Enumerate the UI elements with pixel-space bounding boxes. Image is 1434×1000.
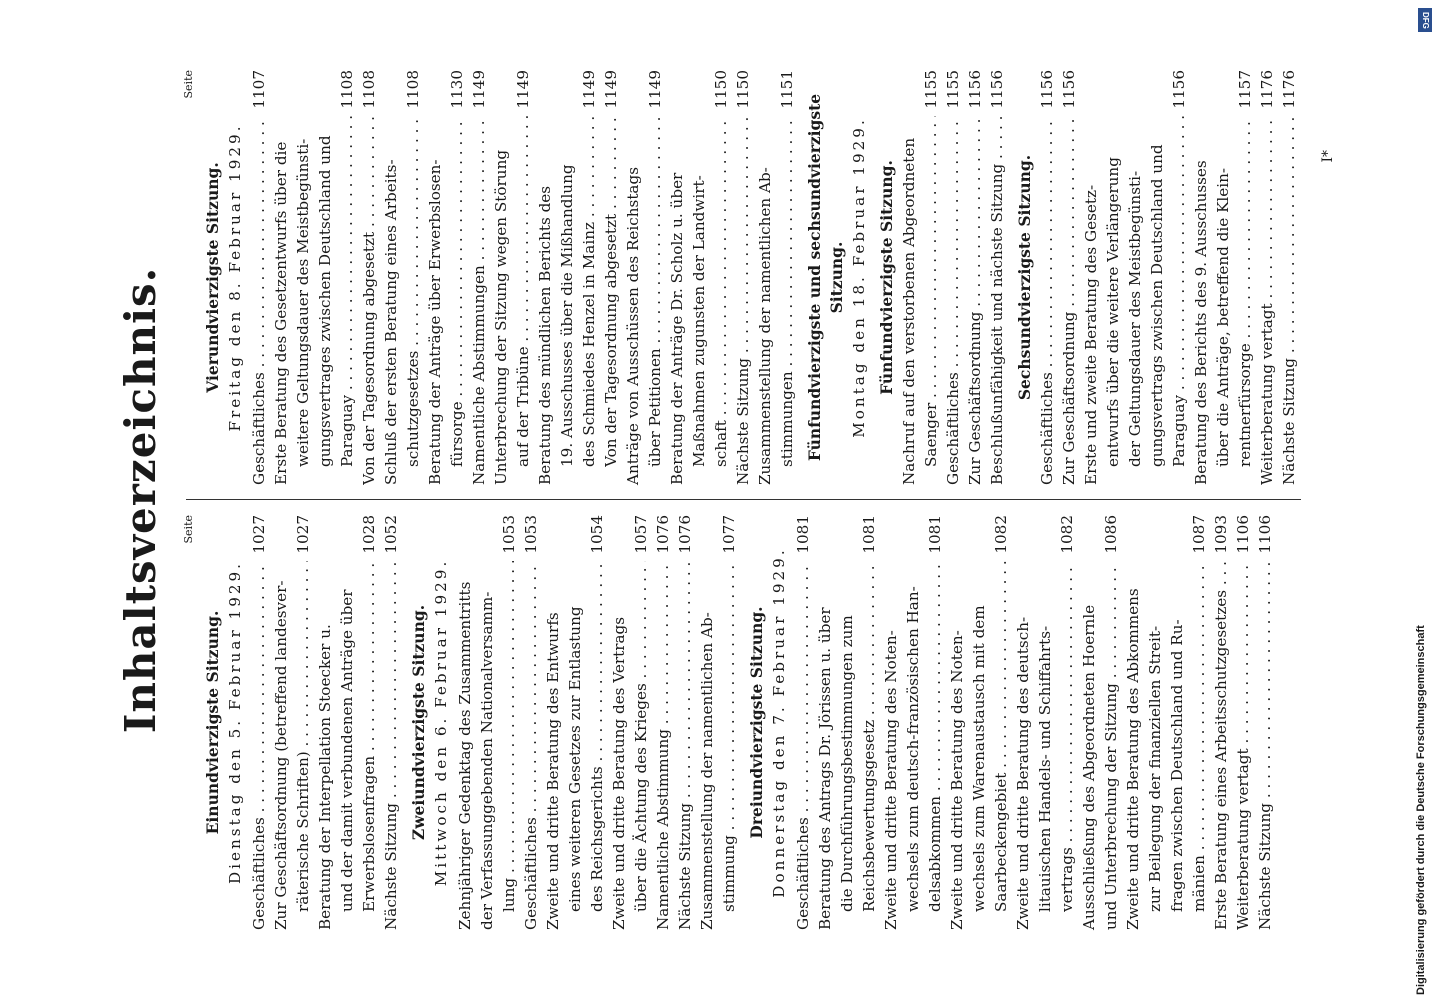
entry-title: Weiterberatung vertagt . . . (1256, 116, 1278, 485)
toc-entry (920, 70, 942, 485)
entry-title: rentnerfürsorge . . . (1234, 116, 1256, 467)
toc-entry (630, 515, 652, 930)
entry-page-number: 1106 (1256, 515, 1274, 554)
toc-entry (1210, 515, 1232, 930)
toc-entry-line: fragen zwischen Deutschland und Ru- (1168, 619, 1186, 912)
toc-entry-line: Schluß der ersten Beratung eines Arbeits- (382, 159, 400, 485)
entry-page-number: 1082 (992, 515, 1010, 554)
toc-entry (986, 70, 1008, 485)
toc-entry-line: der Geltungsdauer des Meistbegünsti- (1126, 170, 1144, 467)
toc-entry-line: weitere Geltungsdauer des Meistbegünsti- (294, 138, 312, 467)
toc-entry (710, 70, 732, 485)
toc-entry-line: Beratung der Interpellation Stoecker u. (316, 624, 334, 930)
entry-title: Saenger . . . (920, 116, 942, 467)
entry-page-number: 1054 (588, 515, 606, 554)
entry-title: Nächste Sitzung . . . (732, 116, 754, 485)
session-heading: Zweiundvierzigste Sitzung. (409, 604, 428, 841)
toc-entry (336, 70, 358, 485)
toc-entry (600, 70, 622, 485)
entry-page-number: 1052 (382, 515, 400, 554)
toc-entry-line: Beratung des Berichts des 9. Ausschusses (1192, 160, 1210, 485)
entry-title: auf der Tribüne . . . (512, 116, 534, 467)
session-date: Montag den 18. Februar 1929. (850, 117, 868, 438)
toc-entry-line: Zweite und dritte Beratung des Noten- (882, 630, 900, 930)
entry-page-number: 1149 (514, 70, 532, 109)
entry-title: räterische Schriften) . . . (292, 561, 314, 912)
entry-title: Zur Geschäftsordnung . . . (1058, 116, 1080, 485)
entry-title: Von der Tagesordnung abgesetzt . . . (600, 116, 622, 467)
entry-title: des Reichsgerichts . . . (586, 561, 608, 912)
entry-page-number: 1155 (944, 70, 962, 109)
toc-entry-line: Zweite und dritte Beratung des Abkommens (1124, 588, 1142, 930)
entry-page-number: 1027 (294, 515, 312, 554)
entry-title: Erwerbslosenfragen . . . (358, 561, 380, 912)
toc-entry (1188, 515, 1210, 930)
entry-title: Von der Tagesordnung abgesetzt . . . (358, 116, 380, 485)
toc-entry (1234, 70, 1256, 485)
entry-page-number: 1076 (654, 515, 672, 554)
toc-entry-line: Zweite und dritte Beratung des Entwurfs (544, 612, 562, 930)
toc-entry (380, 515, 402, 930)
entry-page-number: 1028 (360, 515, 378, 554)
session-heading: Vierundvierzigste Sitzung. (203, 162, 222, 393)
toc-entry (924, 515, 946, 930)
entry-title: stimmung . . . (718, 561, 740, 912)
toc-entry-line: die Durchführungsbestimmungen zum (838, 615, 856, 912)
toc-entry-line: Anträge von Ausschüssen des Reichstags (624, 167, 642, 485)
toc-entry-line: Unterbrechung der Sitzung wegen Störung (492, 149, 510, 485)
session-date: Donnerstag den 7. Februar 1929. (770, 547, 788, 898)
entry-page-number: 1150 (712, 70, 730, 109)
entry-page-number: 1176 (1258, 70, 1276, 109)
entry-page-number: 1081 (794, 515, 812, 554)
toc-entry (292, 515, 314, 930)
toc-column-right (182, 70, 1307, 485)
entry-title: Namentliche Abstimmungen . . . (468, 116, 490, 485)
toc-entry-line: und der damit verbundenen Anträge über (338, 589, 356, 912)
session-date: Freitag den 8. Februar 1929. (226, 123, 244, 432)
session-heading: Fünfundvierzigste Sitzung. (877, 160, 896, 395)
entry-title: Geschäftliches . . . (520, 561, 542, 930)
entry-page-number: 1149 (602, 70, 620, 109)
toc-entry (990, 515, 1012, 930)
toc-entry-line: Zweite und dritte Beratung des Noten- (948, 630, 966, 930)
toc-entry (248, 515, 270, 930)
toc-entry-line: gungsvertrags zwischen Deutschland und (1148, 144, 1166, 467)
toc-entry (1254, 515, 1276, 930)
entry-page-number: 1156 (988, 70, 1006, 109)
toc-column-left (182, 515, 1307, 930)
toc-entry-line: der Verfassunggebenden Nationalversamm- (478, 591, 496, 930)
entry-title: Geschäftliches . . . (792, 561, 814, 930)
toc-entry (402, 70, 424, 485)
entry-page-number: 1156 (1060, 70, 1078, 109)
toc-entry-line: wechsels zum Warenaustausch mit dem (970, 605, 988, 912)
toc-entry (732, 70, 754, 485)
entry-page-number: 1077 (720, 515, 738, 554)
toc-entry (1100, 515, 1122, 930)
entry-page-number: 1108 (404, 70, 422, 109)
entry-page-number: 1106 (1234, 515, 1252, 554)
entry-title: Geschäftliches . . . (248, 116, 270, 485)
entry-title: vertrags . . . (1056, 561, 1078, 912)
toc-entry-line: Erste und zweite Beratung des Gesetz- (1082, 184, 1100, 485)
entry-page-number: 1150 (734, 70, 752, 109)
entry-page-number: 1108 (360, 70, 378, 109)
funding-note: Digitalisierung gefördert durch die Deutsche Forschungsgemeinschaft (1415, 625, 1427, 995)
entry-page-number: 1082 (1058, 515, 1076, 554)
toc-entry-line: Zur Geschäftsordnung (betreffend landesver- (272, 580, 290, 930)
entry-page-number: 1149 (646, 70, 664, 109)
entry-page-number: 1093 (1212, 515, 1230, 554)
toc-entry (1168, 70, 1190, 485)
column-divider (186, 499, 1301, 500)
toc-entry (520, 515, 542, 930)
toc-entry (1058, 70, 1080, 485)
session-date: Mittwoch den 6. Februar 1929. (432, 558, 450, 887)
entry-page-number: 1149 (470, 70, 488, 109)
page-column-label: Seite (182, 70, 195, 99)
entry-title: stimmungen . . . (776, 116, 798, 467)
toc-entry-line: eines weiteren Gesetzes zur Entlastung (566, 606, 584, 912)
toc-entry (964, 70, 986, 485)
entry-page-number: 1107 (250, 70, 268, 109)
entry-page-number: 1156 (1038, 70, 1056, 109)
toc-entry (446, 70, 468, 485)
entry-title: Erste Beratung eines Arbeitsschutzgesetzes . . . (1210, 561, 1232, 930)
toc-entry (942, 70, 964, 485)
entry-title: Zur Geschäftsordnung . . . (964, 116, 986, 485)
toc-entry-line: Zehnjähriger Gedenktag des Zusammentritts (456, 581, 474, 930)
toc-entry (1256, 70, 1278, 485)
toc-entry-line: Beratung der Anträge Dr. Scholz u. über (668, 172, 686, 485)
entry-page-number: 1157 (1236, 70, 1254, 109)
toc-entry-line: Beratung des Antrags Dr. Jörissen u. über (816, 607, 834, 930)
entry-title: Nächste Sitzung . . . (1278, 116, 1300, 485)
toc-entry-line: Maßnahmen zugunsten der Landwirt- (690, 175, 708, 467)
toc-entry (1278, 70, 1300, 485)
toc-entry-line: Erste Beratung des Gesetzentwurfs über die (272, 141, 290, 485)
entry-title: Saarbeckengebiet . . . (990, 561, 1012, 912)
toc-entry-line: entwurfs über die weitere Verlängerung (1104, 157, 1122, 467)
session-heading: Dreiundvierzigste Sitzung. (747, 606, 766, 839)
entry-title: Nächste Sitzung . . . (380, 561, 402, 930)
entry-title: lung . . . (498, 561, 520, 912)
toc-entry (652, 515, 674, 930)
session-heading: Sechsundvierzigste Sitzung. (1015, 154, 1034, 401)
entry-page-number: 1156 (966, 70, 984, 109)
entry-title: Beschlußunfähigkeit und nächste Sitzung . . . (986, 116, 1008, 485)
toc-entry (358, 515, 380, 930)
toc-entry (578, 70, 600, 485)
toc-page (110, 70, 1336, 930)
entry-title: Geschäftliches . . . (248, 561, 270, 930)
toc-entry-line: Beratung der Anträge über Erwerbslosen- (426, 159, 444, 485)
entry-page-number: 1156 (1170, 70, 1188, 109)
entry-page-number: 1053 (522, 515, 540, 554)
entry-title: fürsorge . . . (446, 116, 468, 467)
entry-page-number: 1151 (778, 70, 796, 109)
entry-page-number: 1108 (338, 70, 356, 109)
toc-entry (1056, 515, 1078, 930)
entry-page-number: 1027 (250, 515, 268, 554)
toc-entry-line: 19. Ausschusses über die Mißhandlung (558, 164, 576, 467)
toc-entry-line: gungsvertrages zwischen Deutschland und (316, 135, 334, 467)
dfg-logo: DFG (1418, 8, 1432, 32)
entry-page-number: 1086 (1102, 515, 1120, 554)
entry-page-number: 1081 (860, 515, 878, 554)
toc-entry-line: zur Beilegung der finanziellen Streit- (1146, 625, 1164, 912)
session-heading: Fünfundvierzigste und sechsundvierzigste Sitzung. (805, 93, 846, 462)
toc-entry-line: litauischen Handels- und Schiffahrts- (1036, 625, 1054, 912)
entry-page-number: 1057 (632, 515, 650, 554)
entry-title: Paraguay . . . (1168, 116, 1190, 467)
toc-entry (586, 515, 608, 930)
toc-entry (1036, 70, 1058, 485)
page-column-label: Seite (182, 515, 195, 544)
entry-title: Paraguay . . . (336, 116, 358, 467)
toc-entry-line: Beratung des mündlichen Berichts des (536, 185, 554, 485)
toc-entry (468, 70, 490, 485)
toc-entry (358, 70, 380, 485)
entry-title: schutzgesetzes . . . (402, 116, 424, 467)
entry-page-number: 1053 (500, 515, 518, 554)
page-title: Inhaltsverzeichnis. (116, 266, 165, 734)
entry-title: über die Ächtung des Krieges . . . (630, 561, 652, 912)
entry-title: und Unterbrechung der Sitzung . . . (1100, 561, 1122, 930)
entry-title: delsabkommen . . . (924, 561, 946, 912)
entry-page-number: 1176 (1280, 70, 1298, 109)
toc-entry (776, 70, 798, 485)
toc-entry-line: über die Anträge, betreffend die Klein- (1214, 167, 1232, 467)
entry-page-number: 1081 (926, 515, 944, 554)
entry-title: Nächste Sitzung . . . (674, 561, 696, 930)
toc-entry (1232, 515, 1254, 930)
toc-entry-line: Zweite und dritte Beratung des deutsch- (1014, 616, 1032, 930)
toc-entry (858, 515, 880, 930)
toc-entry (718, 515, 740, 930)
entry-page-number: 1076 (676, 515, 694, 554)
entry-title: Reichsbewertungsgesetz . . . (858, 561, 880, 912)
entry-title: mänien . . . (1188, 561, 1210, 912)
entry-page-number: 1155 (922, 70, 940, 109)
entry-page-number: 1087 (1190, 515, 1208, 554)
toc-entry-line: wechsels zum deutsch-französischen Han- (904, 586, 922, 912)
toc-entry (792, 515, 814, 930)
toc-entry-line: Zusammenstellung der namentlichen Ab- (756, 167, 774, 485)
toc-entry (498, 515, 520, 930)
entry-page-number: 1130 (448, 70, 466, 109)
session-date: Dienstag den 5. Februar 1929. (226, 560, 244, 885)
entry-title: schaft . . . (710, 116, 732, 467)
sheet-signature: I* (1320, 150, 1336, 163)
entry-title: Geschäftliches . . . (942, 116, 964, 485)
entry-title: Nächste Sitzung . . . (1254, 561, 1276, 930)
toc-entry (644, 70, 666, 485)
toc-entry (512, 70, 534, 485)
toc-entry-line: Zusammenstellung der namentlichen Ab- (698, 612, 716, 930)
toc-entry-line: Nachruf auf den verstorbenen Abgeordneten (900, 137, 918, 485)
toc-entry-line: Ausschließung des Abgeordneten Hoernle (1080, 604, 1098, 930)
entry-title: des Schmiedes Henzel in Mainz . . . (578, 116, 600, 467)
toc-entry-line: Zweite und dritte Beratung des Vertrags (610, 616, 628, 930)
toc-entry (674, 515, 696, 930)
entry-page-number: 1149 (580, 70, 598, 109)
entry-title: Namentliche Abstimmung . . . (652, 561, 674, 930)
session-heading: Einundvierzigste Sitzung. (203, 610, 222, 835)
entry-title: Weiterberatung vertagt . . . (1232, 561, 1254, 930)
entry-title: Geschäftliches . . . (1036, 116, 1058, 485)
toc-entry (248, 70, 270, 485)
entry-title: über Petitionen . . . (644, 116, 666, 467)
